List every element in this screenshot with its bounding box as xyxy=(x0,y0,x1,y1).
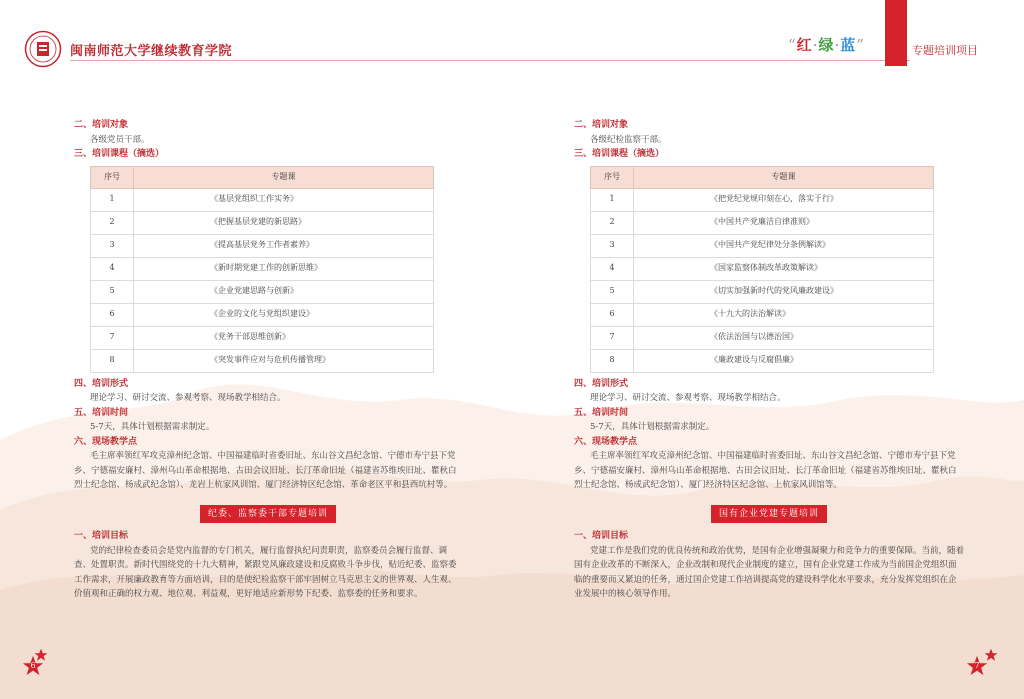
course-table xyxy=(90,166,434,373)
form-title: 四、培训形式 xyxy=(74,378,129,389)
star-icon xyxy=(34,648,48,662)
course-number: 8 xyxy=(91,349,134,372)
university-seal-icon xyxy=(24,30,62,68)
slogan-quote-open: “ xyxy=(788,36,797,54)
table-row xyxy=(591,211,934,234)
course-number: 2 xyxy=(591,211,634,234)
target-text: 各级纪检监察干部。 xyxy=(590,134,667,145)
course-number: 6 xyxy=(91,303,134,326)
table-row xyxy=(591,257,934,280)
time-text: 5-7天，具体计划根据需求制定。 xyxy=(90,422,215,432)
table-header-row xyxy=(591,166,934,188)
goal-text: 党建工作是我们党的优良传统和政治优势，是国有企业增强凝聚力和竞争力的重要保障。当前，随着国有企业改革的不断深入，企业改制和现代企业制度的建立，国有企业党建工作成为当前国企党组织面临的重要而又紧迫的任务，通过国企党建工作培训提高党的建设科学化水平要求，充分发挥党组织在企业发展中的核心领导作用。 xyxy=(574,545,965,599)
slogan-quote-close: ” xyxy=(856,36,865,54)
form-text: 理论学习、研讨交流、参观考察、现场教学相结合。 xyxy=(590,393,786,403)
table-row xyxy=(91,349,434,372)
course-name: 《廉政建设与反腐倡廉》 xyxy=(634,349,934,372)
goal-title: 一、培训目标 xyxy=(74,531,129,541)
form-title: 四、培训形式 xyxy=(574,378,629,389)
course-title: 三、培训课程（摘选） xyxy=(574,149,665,159)
table-row xyxy=(91,188,434,211)
slogan-green: 绿 xyxy=(818,36,835,54)
course-name: 《新时期党建工作的创新思维》 xyxy=(134,257,434,280)
course-number: 7 xyxy=(591,326,634,349)
section-banner: 国有企业党建专题培训 xyxy=(711,505,827,524)
column-header-topic: 专题课 xyxy=(634,166,934,188)
table-row xyxy=(591,303,934,326)
course-name: 《突发事件应对与危机传播管理》 xyxy=(134,349,434,372)
table-row xyxy=(591,349,934,372)
course-title: 三、培训课程（摘选） xyxy=(74,149,165,159)
goal-title: 一、培训目标 xyxy=(574,531,629,541)
table-row xyxy=(91,234,434,257)
header-divider xyxy=(70,60,910,61)
table-row xyxy=(591,188,934,211)
project-label: 专题培训项目 xyxy=(912,44,978,57)
right-page xyxy=(574,118,964,602)
table-row xyxy=(591,280,934,303)
course-number: 6 xyxy=(591,303,634,326)
course-number: 3 xyxy=(91,234,134,257)
course-table xyxy=(590,166,934,373)
table-row xyxy=(91,257,434,280)
left-page xyxy=(74,118,462,602)
form-text: 理论学习、研讨交流、参观考察、现场教学相结合。 xyxy=(90,393,286,403)
red-bookmark-tab xyxy=(885,0,907,66)
course-number: 1 xyxy=(91,188,134,211)
target-title: 二、培训对象 xyxy=(74,120,129,130)
goal-text: 党的纪律检查委员会是党内监督的专门机关，履行监督执纪问责职责，监察委员会履行监督、调查、处置职责。新时代围绕党的十九大精神，紧跟党风廉政建设和反腐败斗争步伐，贴近纪委、监察委工作需求，开展廉政教育等方面培训，目的是使纪检监察干部牢固树立马克思主义的世界观、人生观、价值观和正确的权力观、地位观、利益观，更好地适应新形势下纪委、监察委的任务和要求。 xyxy=(74,545,457,599)
course-name: 《十九大的法治解读》 xyxy=(634,303,934,326)
course-name: 《基层党组织工作实务》 xyxy=(134,188,434,211)
page-number-right: 7 xyxy=(974,661,980,670)
table-row xyxy=(91,303,434,326)
course-name: 《党务干部思维创新》 xyxy=(134,326,434,349)
course-name: 《依法治国与以德治国》 xyxy=(634,326,934,349)
page-number-left: 6 xyxy=(30,661,36,670)
table-row xyxy=(591,326,934,349)
column-header-topic: 专题课 xyxy=(134,166,434,188)
site-text: 毛主席率领红军攻克漳州纪念馆、中国福建临时省委旧址、东山谷文昌纪念馆、宁德市寿宁县下党乡、宁德福安廉村、漳州乌山革命根据地、古田会议旧址、长汀革命旧址（福建省苏维埃旧址、瞿秋白烈士纪念馆、杨成武纪念馆）、厦门经济特区纪念馆、上杭家风训馆等。 xyxy=(574,451,957,490)
course-number: 4 xyxy=(91,257,134,280)
school-name: 闽南师范大学继续教育学院 xyxy=(70,44,233,59)
course-number: 5 xyxy=(591,280,634,303)
section-banner: 纪委、监察委干部专题培训 xyxy=(200,505,336,524)
target-title: 二、培训对象 xyxy=(574,120,629,130)
course-name: 《把党纪党规印刻在心，落实于行》 xyxy=(634,188,934,211)
slogan-blue: 蓝 xyxy=(840,36,857,54)
course-number: 8 xyxy=(591,349,634,372)
course-name: 《切实加强新时代的党风廉政建设》 xyxy=(634,280,934,303)
column-header-number: 序号 xyxy=(91,166,134,188)
slogan-dot: · xyxy=(834,36,841,54)
course-number: 4 xyxy=(591,257,634,280)
slogan xyxy=(788,34,865,55)
site-title: 六、现场教学点 xyxy=(574,436,638,447)
course-name: 《企业的文化与党组织建设》 xyxy=(134,303,434,326)
course-number: 5 xyxy=(91,280,134,303)
table-header-row xyxy=(91,166,434,188)
site-text: 毛主席率领红军攻克漳州纪念馆、中国福建临时省委旧址、东山谷文昌纪念馆、宁德市寿宁县下党乡、宁德福安廉村、漳州乌山革命根据地、古田会议旧址、长汀革命旧址（福建省苏维埃旧址、瞿秋白烈士纪念馆、杨成武纪念馆）、龙岩上杭家风训馆、厦门经济特区纪念馆、革命老区平和县西坑村等。 xyxy=(74,451,457,490)
course-name: 《提高基层党务工作者素养》 xyxy=(134,234,434,257)
table-row xyxy=(91,326,434,349)
table-row xyxy=(91,280,434,303)
course-name: 《中国共产党纪律处分条例解读》 xyxy=(634,234,934,257)
time-title: 五、培训时间 xyxy=(74,407,129,418)
star-icon xyxy=(984,648,998,662)
time-title: 五、培训时间 xyxy=(574,407,629,418)
course-number: 7 xyxy=(91,326,134,349)
page-header xyxy=(0,0,1024,70)
table-row xyxy=(591,234,934,257)
course-number: 2 xyxy=(91,211,134,234)
course-name: 《中国共产党廉洁自律准则》 xyxy=(634,211,934,234)
time-text: 5-7天，具体计划根据需求制定。 xyxy=(590,422,715,432)
site-title: 六、现场教学点 xyxy=(74,436,138,447)
course-name: 《企业党建思路与创新》 xyxy=(134,280,434,303)
course-number: 3 xyxy=(591,234,634,257)
course-name: 《把握基层党建的新思路》 xyxy=(134,211,434,234)
slogan-dot: · xyxy=(812,36,819,54)
course-name: 《国家监察体制改革政策解读》 xyxy=(634,257,934,280)
course-number: 1 xyxy=(591,188,634,211)
slogan-red: 红 xyxy=(796,36,813,54)
target-text: 各级党员干部。 xyxy=(90,134,150,145)
table-row xyxy=(91,211,434,234)
column-header-number: 序号 xyxy=(591,166,634,188)
